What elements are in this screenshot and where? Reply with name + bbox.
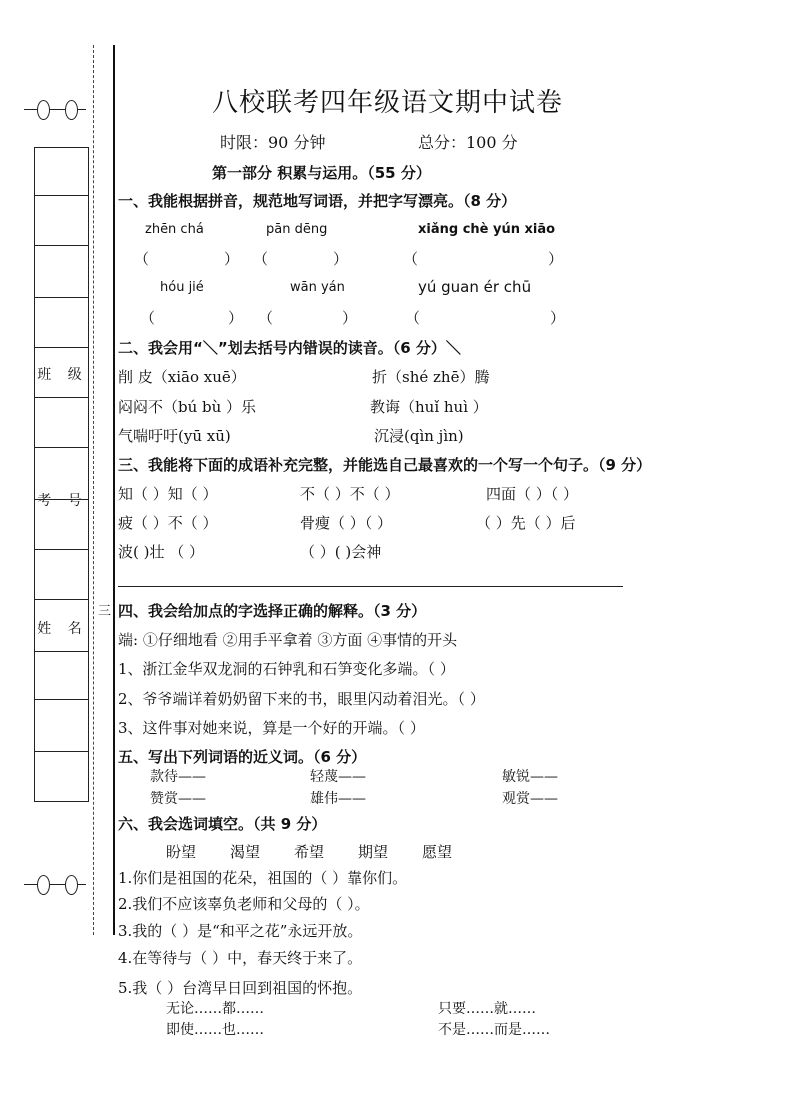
q2-item: 削 皮（xiāo xuē）: [118, 368, 246, 386]
q6-item: 1.你们是祖国的花朵，祖国的（ ）靠你们。: [118, 869, 408, 887]
q2-item: 教诲（huǐ huì ）: [370, 398, 488, 416]
word-choice: 盼望: [166, 843, 197, 861]
binding-cell: [34, 397, 89, 447]
idiom-blank: （ ）先（ ）后: [476, 514, 576, 532]
q4-item: 3、这件事对她来说，算是一个好的开端。（ ）: [118, 719, 425, 737]
binding-cell: [34, 599, 89, 651]
answer-bracket: （: [253, 250, 269, 268]
q2-heading: 二、我会用“＼”划去括号内错误的读音。（6 分）＼: [118, 339, 461, 357]
idiom-blank: 骨瘦（ ）（ ）: [300, 514, 393, 532]
q3-heading: 三、我能将下面的成语补充完整，并能选自己最喜欢的一个写一个句子。（9 分）: [118, 456, 652, 474]
answer-bracket: ）: [333, 250, 349, 268]
conjunction-item: 只要……就……: [438, 1001, 536, 1017]
binding-ring-icon: [37, 875, 50, 895]
answer-bracket: ）: [228, 309, 244, 327]
synonym-item: 雄伟——: [310, 791, 366, 807]
word-choice: 渴望: [230, 843, 261, 861]
q6-item: 4.在等待与（ ）中，春天终于来了。: [118, 949, 363, 967]
q6-heading: 六、我会选词填空。（共 9 分）: [118, 815, 327, 833]
synonym-item: 赞赏——: [150, 791, 206, 807]
total-score: 总分：100 分: [418, 133, 518, 152]
binding-cell: [34, 195, 89, 245]
binding-line: [113, 45, 115, 935]
pinyin: yú guan ér chū: [418, 278, 532, 296]
page-title: 八校联考四年级语文期中试卷: [212, 88, 564, 118]
answer-bracket: ）: [342, 309, 358, 327]
answer-bracket: （: [403, 250, 419, 268]
pinyin: hóu jié: [160, 280, 204, 295]
sentence-answer-line: [118, 586, 623, 587]
idiom-blank: 知（ ）知（ ）: [118, 485, 218, 503]
word-choice: 愿望: [422, 843, 453, 861]
binding-cell-class: [34, 347, 89, 397]
answer-bracket: （: [140, 309, 156, 327]
q4-item: 2、爷爷端详着奶奶留下来的书，眼里闪动着泪光。（ ）: [118, 690, 485, 708]
time-limit: 时限：90 分钟: [220, 133, 326, 152]
binding-ring-icon: [65, 100, 78, 120]
answer-bracket: ）: [550, 309, 566, 327]
q2-item: 闷闷不（bú bù ）乐: [118, 398, 257, 416]
idiom-blank: 波( )壮 （ ）: [118, 543, 205, 561]
q6-item: 5.我（ ）台湾早日回到祖国的怀抱。: [118, 979, 363, 997]
binding-cell: [34, 147, 89, 195]
answer-bracket: ）: [224, 250, 240, 268]
number-label: 考 号: [37, 493, 88, 509]
binding-ring-icon: [37, 100, 50, 120]
binding-cell-number: [34, 447, 89, 509]
part-heading: 第一部分 积累与运用。（55 分）: [212, 164, 431, 182]
answer-bracket: （: [258, 309, 274, 327]
class-label: 班 级: [37, 367, 88, 383]
word-choice: 希望: [294, 843, 325, 861]
word-choice: 期望: [358, 843, 389, 861]
q1-heading: 一、我能根据拼音，规范地写词语，并把字写漂亮。（8 分）: [118, 192, 517, 210]
pinyin: zhēn chá: [145, 222, 204, 237]
q2-item: 折（shé zhē）腾: [372, 368, 490, 386]
binding-cell-name: [34, 549, 89, 599]
q2-item: 气喘吁吁(yū xū): [118, 427, 231, 445]
synonym-item: 款待——: [150, 769, 206, 785]
binding-cell: [34, 751, 89, 802]
q2-item: 沉浸(qìn jìn): [374, 427, 464, 445]
conjunction-item: 即使……也……: [166, 1022, 264, 1038]
idiom-blank: 四面（ ）（ ）: [486, 485, 579, 503]
answer-bracket: ）: [548, 250, 564, 268]
synonym-item: 敏锐——: [502, 769, 558, 785]
q6-item: 3.我的（ ）是“和平之花”永远开放。: [118, 922, 363, 940]
conjunction-item: 无论……都……: [166, 1001, 264, 1017]
idiom-blank: （ ）( )会神: [300, 543, 382, 561]
binding-cell: [34, 297, 89, 347]
answer-bracket: （: [405, 309, 421, 327]
pinyin: pān dēng: [266, 222, 328, 237]
q4-heading: 四、我会给加点的字选择正确的解释。（3 分）: [118, 602, 427, 620]
binding-ring-icon: [65, 875, 78, 895]
conjunction-item: 不是……而是……: [438, 1022, 550, 1038]
name-label: 姓 名: [37, 621, 88, 637]
side-mark: 三: [98, 604, 112, 619]
binding-cell: [34, 651, 89, 699]
q5-heading: 五、写出下列词语的近义词。（6 分）: [118, 748, 367, 766]
q6-item: 2.我们不应该辜负老师和父母的（ ）。: [118, 895, 370, 913]
binding-cell: [34, 499, 89, 549]
synonym-item: 轻蔑——: [310, 769, 366, 785]
pinyin: xiǎng chè yún xiāo: [418, 222, 556, 237]
idiom-blank: 不（ ）不（ ）: [300, 485, 400, 503]
synonym-item: 观赏——: [502, 791, 558, 807]
answer-bracket: （: [134, 250, 150, 268]
binding-cell: [34, 699, 89, 751]
q4-options: 端: ①仔细地看 ②用手平拿着 ③方面 ④事情的开头: [118, 631, 458, 649]
pinyin: wān yán: [290, 280, 345, 295]
q4-item: 1、浙江金华双龙洞的石钟乳和石笋变化多端。（ ）: [118, 660, 455, 678]
idiom-blank: 疲（ ）不（ ）: [118, 514, 218, 532]
binding-cell: [34, 245, 89, 297]
cut-line: [93, 45, 94, 935]
